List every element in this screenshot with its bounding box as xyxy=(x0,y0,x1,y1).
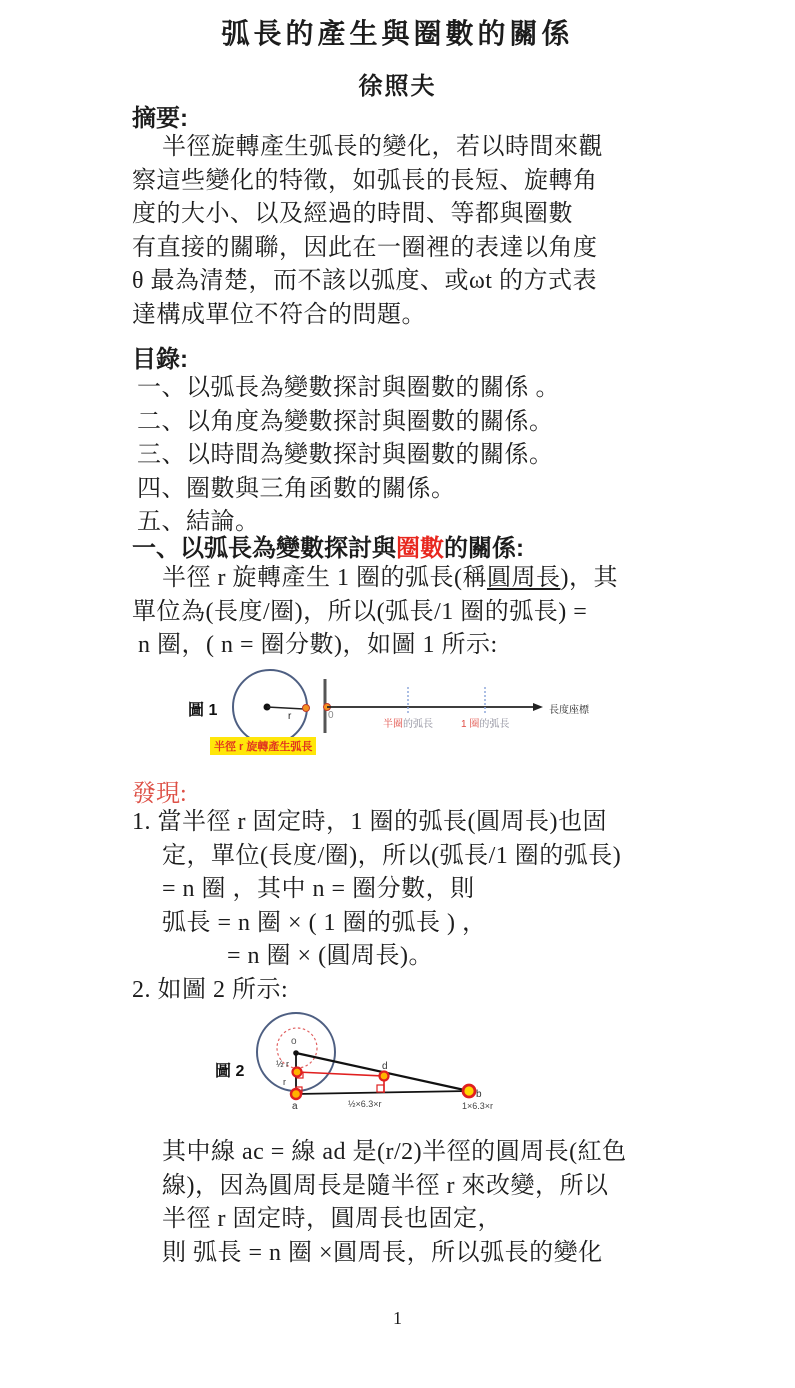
figure1-origin-label: 0 xyxy=(328,710,334,721)
section1-paragraph xyxy=(132,562,692,663)
toc-item: 四、圈數與三角函數的關係。 xyxy=(137,475,456,502)
findings-line: 1. 當半徑 r 固定時，1 圈的弧長(圓周長)也固 xyxy=(132,809,607,835)
figure2-r-label: r xyxy=(283,1077,286,1087)
toc-list xyxy=(137,372,560,540)
page-title: 弧長的產生與圈數的關係 xyxy=(221,19,574,50)
line1-pre: 半徑 r 旋轉產生 1 圈的弧長(稱 xyxy=(162,565,487,591)
one-turn-red: 1 圈 xyxy=(461,719,480,730)
findings-item2: 2. 如圖 2 所示: xyxy=(132,977,289,1003)
point-o-dot xyxy=(293,1050,299,1056)
findings-line: = n 圈 ，其中 n = 圈分數，則 xyxy=(162,876,475,903)
point-a-dot xyxy=(291,1089,301,1099)
point-d-dot xyxy=(380,1072,389,1081)
figure2-a-label: a xyxy=(292,1101,298,1112)
figure-1 xyxy=(185,665,615,770)
toc-item: 二、以角度為變數探討與圈數的關係。 xyxy=(137,408,554,435)
findings-heading: 發現: xyxy=(132,781,187,807)
figure2-half-r-label: ½ r xyxy=(276,1059,290,1069)
line1-post: )，其 xyxy=(560,565,618,591)
radius-end-dot xyxy=(303,705,310,712)
one-turn-gray: 的弧長 xyxy=(479,719,510,730)
figure2-o-label: o xyxy=(291,1036,297,1047)
abstract-paragraph xyxy=(132,131,692,333)
half-turn-gray: 的弧長 xyxy=(403,719,433,730)
right-angle-d xyxy=(377,1085,384,1092)
point-c-dot xyxy=(293,1068,302,1077)
figure1-axis-label: 長度座標 xyxy=(549,705,589,716)
abstract-line: 半徑旋轉產生弧長的變化，若以時間來觀 xyxy=(162,134,603,160)
figure1-half-turn-label xyxy=(383,715,433,730)
section1-heading xyxy=(132,528,524,563)
abstract-line: 達構成單位不符合的問題。 xyxy=(132,301,426,328)
section1-heading-pre: 一、以弧長為變數探討與 xyxy=(132,535,396,562)
abstract-line: θ 最為清楚，而不該以弧度、或ωt 的方式表 xyxy=(132,268,597,295)
axis-arrowhead xyxy=(533,703,543,711)
figure1-r-label: r xyxy=(288,711,292,722)
closing-line: 其中線 ac = 線 ad 是(r/2)半徑的圓周長(紅色 xyxy=(162,1139,627,1165)
section1-line2: 單位為(長度/圈)，所以(弧長/1 圈的弧長) = xyxy=(132,598,588,625)
figure2-full-circumference-label: 1×6.3×r xyxy=(462,1101,494,1111)
section1-line1 xyxy=(132,562,692,596)
point-b-dot xyxy=(463,1085,475,1097)
toc-heading: 目錄: xyxy=(132,346,188,373)
findings-line: 弧長 = n 圈 × ( 1 圈的弧長 ) ， xyxy=(162,909,487,936)
figure2-label: 圖 2 xyxy=(215,1063,245,1080)
figure2-b-label: b xyxy=(476,1089,482,1100)
closing-paragraph xyxy=(132,1136,692,1270)
abstract-line: 有直接的關聯，因此在一圈裡的表達以角度 xyxy=(132,234,598,261)
closing-line: 線)，因為圓周長是隨半徑 r 來改變，所以 xyxy=(162,1172,609,1199)
abstract-line: 察這些變化的特徵，如弧長的長短、旋轉角 xyxy=(132,167,598,194)
figure2-drawing xyxy=(200,1005,590,1127)
toc-item: 五、結論。 xyxy=(137,509,260,536)
figure2-half-circumference-label: ½×6.3×r xyxy=(348,1099,382,1109)
section1-heading-red: 圈數 xyxy=(396,535,444,562)
author-name: 徐照夫 xyxy=(358,73,437,100)
findings-line: 定，單位(長度/圈)，所以(弧長/1 圈的弧長) xyxy=(162,842,622,869)
findings-item1 xyxy=(132,806,692,974)
abstract-heading: 摘要: xyxy=(132,105,188,132)
figure-2 xyxy=(200,1005,590,1127)
findings-line: = n 圈 × (圓周長)。 xyxy=(227,943,434,970)
figure1-one-turn-label xyxy=(461,715,509,730)
figure1-caption-highlight: 半徑 r 旋轉產生弧長 xyxy=(210,737,316,755)
abstract-line: 度的大小、以及經過的時間、等都與圈數 xyxy=(132,201,573,228)
figure1-label: 圖 1 xyxy=(188,702,218,719)
figure2-d-label: d xyxy=(382,1061,388,1072)
page-number: 1 xyxy=(393,1308,402,1328)
section1-heading-post: 的關係: xyxy=(444,535,524,562)
underlined-term: 圓周長 xyxy=(486,565,561,591)
half-turn-red: 半圈 xyxy=(383,719,403,730)
closing-line: 則 弧長 = n 圈 ×圓周長，所以弧長的變化 xyxy=(162,1239,603,1266)
section1-line3: n 圈，( n = 圈分數)，如圖 1 所示: xyxy=(138,632,498,659)
toc-item: 一、以弧長為變數探討與圈數的關係 。 xyxy=(137,375,560,401)
closing-line: 半徑 r 固定時，圓周長也固定， xyxy=(162,1206,502,1233)
toc-item: 三、以時間為變數探討與圈數的關係。 xyxy=(137,442,554,469)
red-line-c-d xyxy=(297,1072,384,1076)
